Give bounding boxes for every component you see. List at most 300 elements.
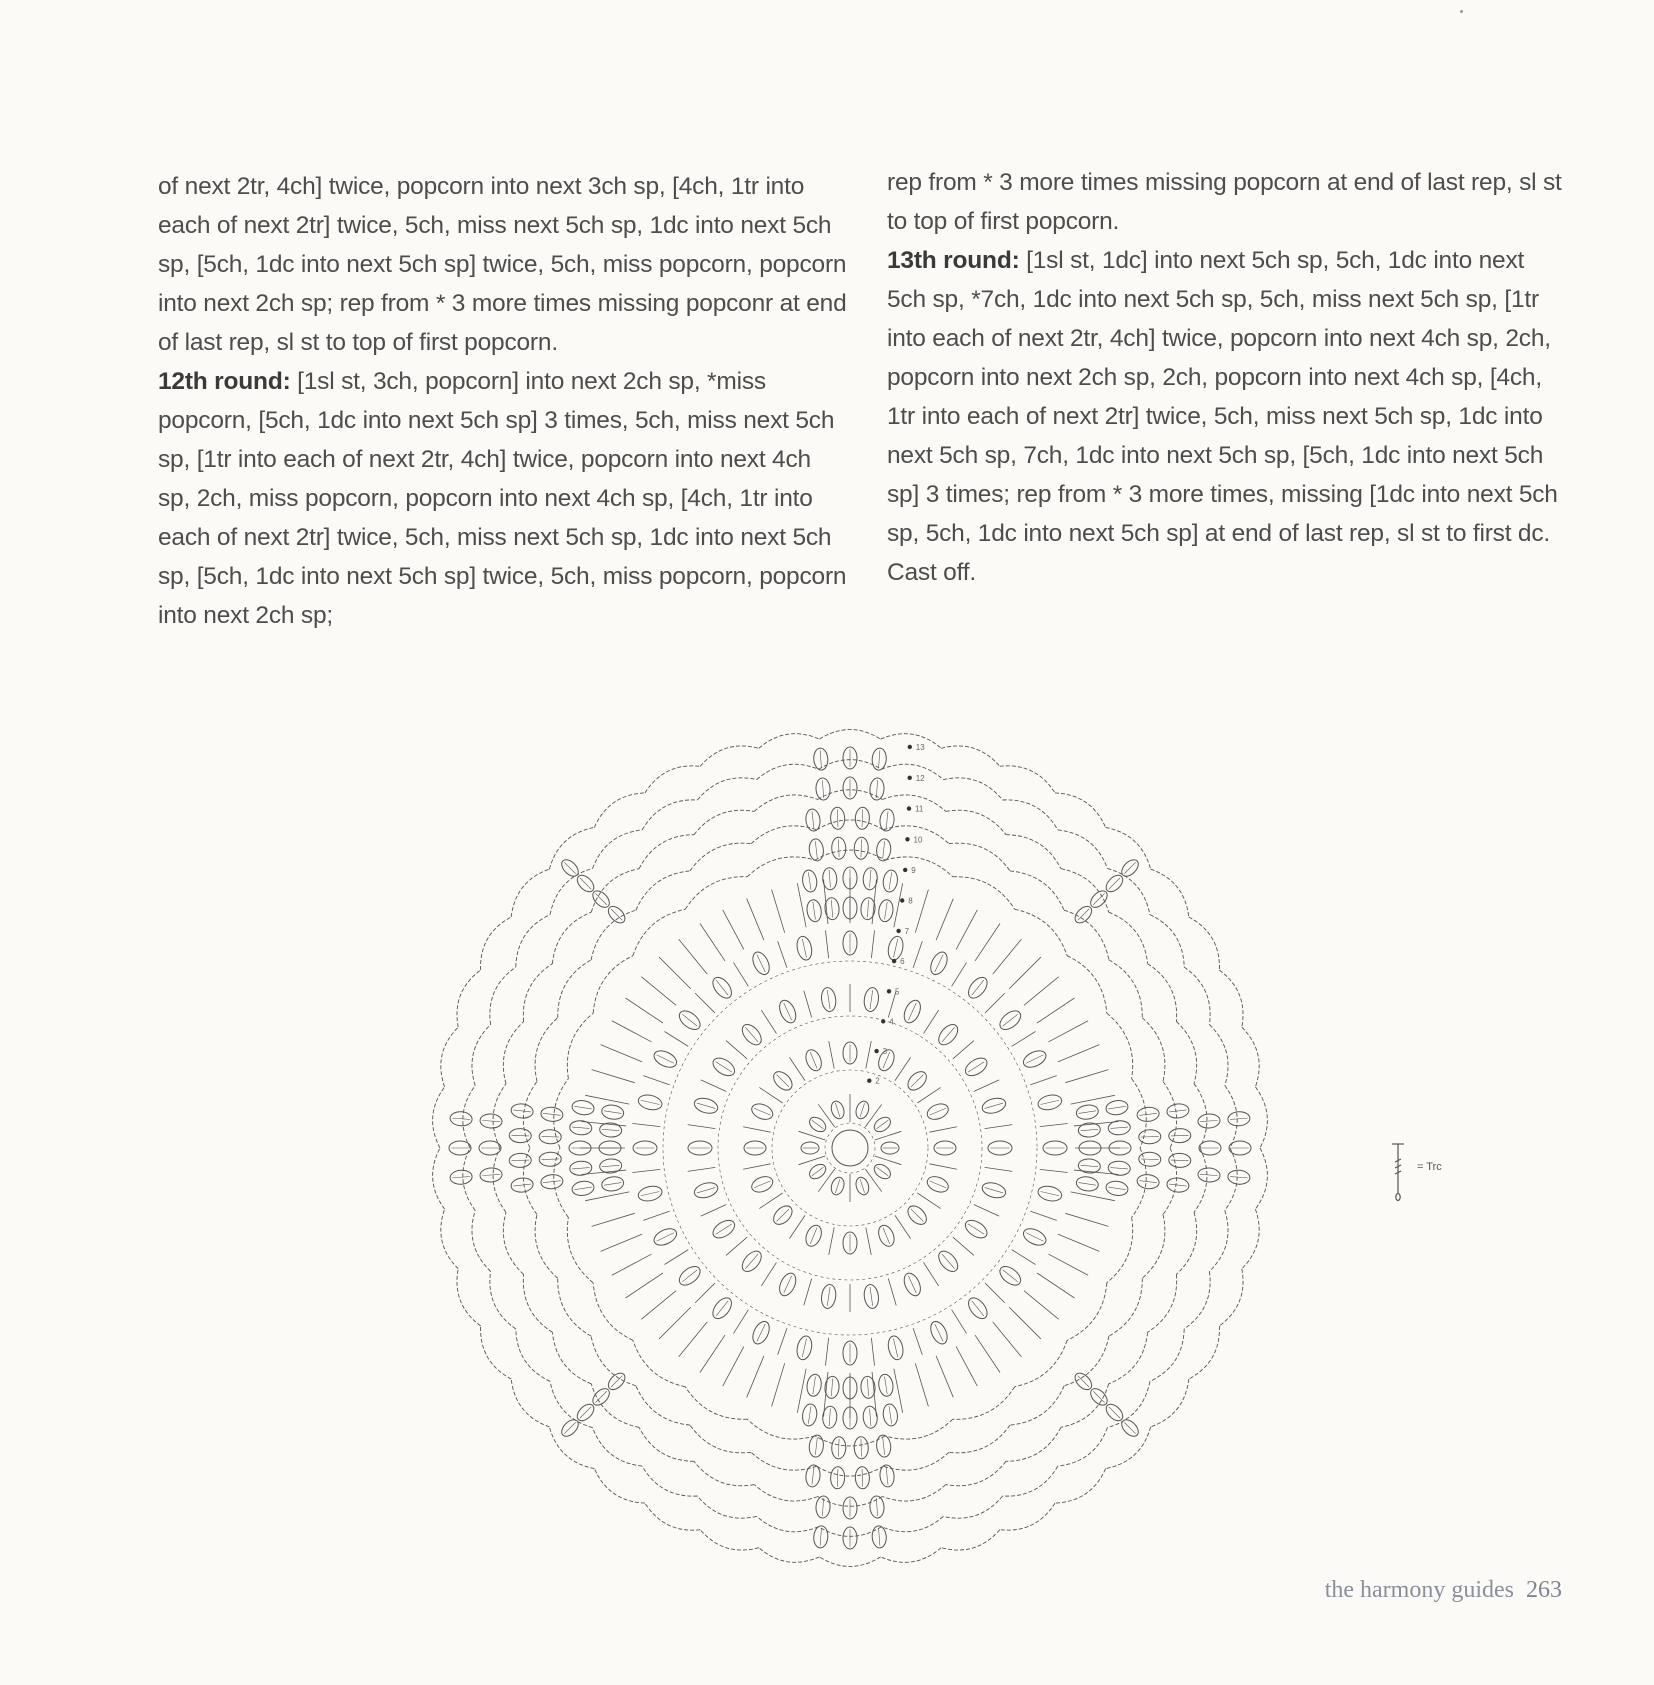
popcorn-stitch-line — [543, 1181, 560, 1183]
popcorn-stitch-line — [1169, 1184, 1186, 1186]
chain-arch — [757, 1516, 819, 1531]
popcorn-stitch-line — [876, 1498, 877, 1516]
popcorn-stitch-line — [716, 1062, 732, 1072]
chain-arch — [1255, 1087, 1267, 1148]
popcorn-stitch-line — [777, 1075, 789, 1087]
treble-stitch — [804, 1278, 812, 1305]
popcorn-stitch-line — [831, 1379, 832, 1397]
treble-stitch — [612, 1254, 652, 1275]
popcorn-stitch-line — [657, 1233, 674, 1241]
popcorn-stitch-line — [1079, 1111, 1096, 1114]
treble-stitch — [726, 1237, 747, 1255]
popcorn-stitch-line — [657, 1055, 674, 1063]
popcorn-stitch-line — [1139, 1181, 1156, 1183]
popcorn-stitch-line — [835, 1179, 839, 1193]
treble-stitch — [915, 1363, 928, 1406]
popcorn-stitch-line — [930, 1108, 946, 1115]
popcorn-stitch-line — [885, 902, 888, 919]
chain-arch — [1107, 1217, 1133, 1282]
popcorn-stitch-line — [867, 900, 868, 918]
treble-stitch — [743, 1164, 770, 1169]
treble-stitch — [778, 1328, 787, 1354]
treble-stitch — [1058, 1234, 1100, 1251]
popcorn-stitch-line — [574, 1187, 591, 1190]
treble-stitch — [789, 1057, 805, 1080]
paragraph-continued — [887, 163, 1567, 241]
treble-stitch — [626, 998, 663, 1023]
treble-stitch — [824, 1372, 828, 1417]
popcorn-stitch-line — [572, 1127, 590, 1128]
treble-stitch — [913, 1328, 922, 1354]
treble-stitch — [993, 939, 1022, 974]
treble-stitch — [641, 977, 676, 1006]
popcorn-stitch-line — [697, 1103, 715, 1108]
chain-arch — [690, 843, 751, 871]
popcorn-stitch-line — [820, 1528, 821, 1546]
popcorn-stitch-line — [511, 1160, 529, 1161]
chain-arch — [594, 1469, 645, 1504]
popcorn-stitch-line — [815, 841, 817, 858]
paragraph-text: of next 2tr, 4ch] twice, popcorn into next 3ch sp, [4ch, 1tr into each of next 2tr] twice, 5ch, miss next 5ch sp, 1dc into next 5ch sp, [5ch, 1dc into next 5ch sp] twice, 5ch, miss popcorn, popcorn into next 2ch sp; rep from * 3 more times missing popconr at end of last rep, sl st to top of first popcorn. — [158, 173, 847, 356]
chain-arch — [511, 1379, 549, 1427]
treble-stitch — [871, 930, 874, 958]
popcorn-stitch-line — [716, 1224, 732, 1234]
popcorn-stitch-line — [1026, 1055, 1043, 1063]
popcorn-stitch-line — [885, 1377, 888, 1394]
paragraph-text: [1sl st, 1dc] into next 5ch sp, 5ch, 1dc into next 5ch sp, *7ch, 1dc into next 5ch sp, 5ch, miss next 5ch sp, [1tr into each of next 2tr, 4ch] twice, popcorn into next 4ch sp, 2ch, popcorn into next 2ch sp, 2ch, popcorn into next 4ch sp, [4ch, 1tr into each of next 2tr] twice, 5ch, miss next 5ch sp, 1dc into next 5ch sp, 7ch, 1dc into next 5ch sp, [5ch, 1dc into next 5ch sp] 3 times; rep from * 3 more times, missing [1dc into next 5ch sp, 5ch, 1dc into next 5ch sp] at end of last rep, sl st to first dc. — [887, 247, 1558, 547]
treble-stitch — [985, 1125, 1013, 1129]
popcorn-stitch-line — [641, 1100, 660, 1104]
chain-arch — [1225, 1086, 1237, 1149]
popcorn-stitch-line — [513, 1110, 530, 1112]
treble-stitch — [1009, 957, 1041, 989]
treble-stitch — [700, 924, 725, 961]
chain-arch — [633, 1340, 685, 1386]
chain-arch — [503, 1022, 523, 1084]
chain-arch — [1055, 793, 1106, 828]
treble-stitch — [1071, 1095, 1115, 1104]
treble-stitch — [592, 1070, 635, 1083]
popcorn-stitch-line — [777, 1209, 789, 1221]
chain-arch — [759, 1548, 820, 1563]
round-number-label: 7 — [904, 926, 910, 936]
chain-arch — [591, 910, 636, 960]
popcorn-stitch-line — [968, 1224, 984, 1234]
chain-arch — [1189, 917, 1220, 970]
treble-stitch — [601, 1045, 643, 1062]
treble-stitch — [695, 993, 715, 1013]
popcorn-stitch-line — [935, 1324, 943, 1341]
chain-arch — [815, 1436, 885, 1446]
treble-stitch — [772, 1363, 785, 1406]
popcorn-stitch-line — [604, 1111, 621, 1114]
popcorn-stitch-line — [861, 839, 862, 857]
chain-arch — [1176, 1212, 1196, 1274]
chain-arch — [593, 1283, 633, 1341]
treble-stitch — [585, 1192, 629, 1201]
round-start-marker — [887, 989, 891, 993]
chain-arch — [1142, 1215, 1165, 1279]
round-start-marker — [907, 806, 911, 810]
popcorn-stitch-line — [968, 1062, 984, 1072]
popcorn-stitch-line — [883, 1228, 890, 1244]
paragraph-continued — [158, 167, 848, 362]
chain-arch — [690, 1425, 751, 1453]
treble-stitch — [1058, 1045, 1100, 1062]
chain-arch — [747, 1419, 815, 1439]
popcorn-stitch-line — [604, 1183, 621, 1186]
popcorn-stitch-line — [827, 990, 830, 1009]
popcorn-stitch-line — [877, 1120, 889, 1128]
popcorn-stitch-line — [1171, 1135, 1189, 1136]
paragraph-round-13 — [887, 241, 1567, 553]
chain-arch — [685, 877, 747, 910]
chain-arch — [463, 1086, 475, 1149]
treble-stitch — [643, 1076, 669, 1085]
chain-arch — [645, 766, 700, 793]
treble-stitch — [875, 1156, 902, 1165]
treble-stitch — [581, 1122, 626, 1126]
chain-arch — [636, 871, 690, 910]
popcorn-stitch-line — [860, 1103, 864, 1117]
chain-arch — [1219, 1269, 1243, 1326]
treble-stitch — [701, 1080, 726, 1092]
chain-arch — [1061, 1384, 1109, 1428]
chain-arch — [949, 843, 1010, 871]
round-heading: 12th round: — [158, 368, 291, 395]
chain-arch — [1219, 970, 1243, 1027]
treble-stitch — [888, 1278, 896, 1305]
chain-arch — [1184, 967, 1210, 1025]
chain-arch — [1148, 964, 1177, 1022]
chain-arch — [819, 730, 880, 740]
round-start-marker — [881, 1019, 885, 1023]
chain-arch — [1006, 1427, 1061, 1461]
treble-stitch — [747, 899, 764, 941]
chain-arch — [685, 1387, 747, 1420]
chain-arch — [757, 764, 819, 779]
chain-arch — [639, 835, 694, 869]
treble-stitch — [875, 1131, 902, 1140]
chain-arch — [1142, 1018, 1165, 1082]
chain-arch — [881, 764, 943, 779]
popcorn-stitch-line — [482, 1174, 500, 1175]
popcorn-stitch-line — [883, 1437, 885, 1454]
treble-stitch — [1030, 1076, 1056, 1085]
round-number-label: 8 — [908, 896, 913, 906]
popcorn-stitch-line — [813, 1377, 816, 1394]
chain-arch — [946, 1461, 1006, 1485]
chain-arch — [516, 915, 550, 968]
treble-stitch — [581, 1170, 626, 1174]
popcorn-stitch-line — [802, 1339, 806, 1358]
round-heading: 13th round: — [887, 247, 1020, 274]
treble-stitch — [818, 1104, 834, 1127]
treble-stitch — [700, 1335, 725, 1372]
popcorn-stitch-line — [829, 1408, 830, 1426]
popcorn-stitch-line — [861, 1439, 862, 1457]
chain-arch — [751, 1452, 817, 1470]
popcorn-stitch-line — [543, 1113, 560, 1115]
treble-stitch — [913, 941, 922, 967]
treble-stitch — [1040, 1169, 1068, 1172]
chain-arch — [591, 1384, 639, 1428]
round-number-label: 12 — [915, 773, 925, 783]
round-start-marker — [874, 1049, 878, 1053]
popcorn-stitch-line — [889, 872, 892, 889]
popcorn-stitch-line — [1200, 1120, 1218, 1121]
popcorn-stitch-line — [757, 955, 765, 972]
chain-arch — [754, 795, 818, 811]
popcorn-stitch-line — [1079, 1183, 1096, 1186]
popcorn-stitch-line — [812, 1120, 824, 1128]
popcorn-stitch-line — [482, 1120, 500, 1121]
treble-stitch — [895, 1215, 911, 1238]
treble-stitch — [974, 1080, 999, 1092]
treble-stitch — [733, 963, 748, 987]
chain-arch — [1006, 835, 1061, 869]
treble-stitch — [759, 1193, 782, 1209]
popcorn-stitch-line — [641, 1191, 660, 1195]
chain-arch — [535, 1018, 558, 1082]
treble-stitch — [1012, 1250, 1036, 1265]
paragraph-cast-off — [887, 553, 1567, 592]
popcorn-stitch-line — [822, 780, 823, 798]
chain-arch — [1107, 1013, 1133, 1078]
chain-arch — [700, 746, 759, 766]
chain-arch — [639, 1427, 694, 1461]
popcorn-stitch-line — [838, 1439, 839, 1457]
chain-arch — [881, 1516, 943, 1531]
treble-stitch — [1037, 1273, 1074, 1298]
treble-stitch — [993, 1322, 1022, 1357]
round-number-label: 2 — [875, 1076, 880, 1086]
chain-arch — [697, 778, 756, 800]
treble-stitch — [695, 1283, 715, 1303]
treble-stitch — [772, 890, 785, 933]
chain-arch — [1242, 1209, 1259, 1269]
chain-arch — [593, 956, 633, 1014]
popcorn-stitch-line — [908, 1003, 916, 1020]
popcorn-stitch-line — [831, 900, 832, 918]
chain-arch — [433, 1148, 445, 1209]
popcorn-stitch-line — [862, 809, 863, 827]
treble-stitch — [659, 1307, 691, 1339]
chain-arch — [472, 1025, 491, 1086]
chain-arch — [1000, 766, 1055, 793]
round-start-marker — [900, 898, 904, 902]
popcorn-stitch-line — [837, 1469, 838, 1487]
popcorn-stitch-line — [862, 1469, 863, 1487]
popcorn-stitch-line — [452, 1118, 470, 1119]
popcorn-stitch-line — [1108, 1187, 1125, 1190]
treble-stitch — [917, 1087, 940, 1103]
popcorn-stitch-line — [879, 750, 880, 768]
treble-stitch — [761, 1262, 776, 1286]
treble-stitch — [1024, 977, 1059, 1006]
round-start-marker — [896, 929, 900, 933]
popcorn-stitch-line — [802, 939, 806, 958]
popcorn-stitch-line — [1081, 1129, 1099, 1130]
chain-arch — [1010, 871, 1064, 910]
chain-arch — [1148, 1274, 1177, 1332]
chain-arch — [593, 830, 643, 869]
popcorn-stitch-line — [1230, 1177, 1248, 1178]
treble-stitch — [1065, 1213, 1108, 1226]
chain-arch — [1064, 910, 1109, 960]
popcorn-stitch-line — [870, 870, 871, 888]
treble-stitch — [871, 1338, 874, 1366]
popcorn-stitch-line — [835, 1103, 839, 1117]
treble-stitch — [915, 890, 928, 933]
chain-arch — [1109, 1278, 1142, 1336]
popcorn-stitch-line — [754, 1108, 770, 1115]
chain-arch — [881, 1548, 942, 1563]
paragraph-text: rep from * 3 more times missing popcorn at end of last rep, sl st to top of first popcorn. — [887, 169, 1562, 235]
chain-arch — [481, 1326, 512, 1379]
popcorn-stitch-line — [784, 1276, 792, 1293]
popcorn-stitch-line — [870, 990, 873, 1009]
chain-arch — [1176, 1022, 1196, 1084]
page-mark — [1460, 10, 1463, 13]
chain-arch — [883, 1452, 949, 1470]
popcorn-stitch-line — [877, 1167, 889, 1175]
treble-stitch — [924, 1010, 939, 1034]
chain-arch — [493, 1084, 506, 1148]
chain-arch — [1150, 1329, 1184, 1382]
chain-arch — [490, 1271, 516, 1329]
chain-arch — [552, 1332, 591, 1384]
treble-stitch — [985, 1167, 1013, 1171]
treble-stitch — [632, 1123, 660, 1126]
popcorn-stitch-line — [813, 902, 816, 919]
chain-arch — [1064, 1336, 1109, 1386]
popcorn-stitch-line — [812, 1467, 814, 1484]
page-number: 263 — [1526, 1577, 1562, 1603]
popcorn-stitch-line — [1171, 1160, 1189, 1161]
round-number-label: 9 — [911, 865, 916, 875]
treble-stitch — [829, 1041, 834, 1068]
popcorn-stitch-line — [1200, 1174, 1218, 1175]
chain-arch — [1242, 1027, 1259, 1087]
chain-arch — [941, 1530, 1000, 1550]
popcorn-stitch-line — [879, 1528, 880, 1546]
treble-stitch — [778, 941, 787, 967]
chain-arch — [523, 1274, 552, 1332]
treble-stitch — [936, 899, 953, 941]
round-start-marker — [908, 745, 912, 749]
treble-stitch — [789, 1215, 805, 1238]
chain-arch — [633, 909, 685, 955]
chain-arch — [645, 1503, 700, 1530]
popcorn-stitch-line — [829, 870, 830, 888]
chain-arch — [1150, 915, 1184, 968]
chain-arch — [591, 869, 639, 913]
treble-stitch — [799, 1131, 826, 1140]
treble-stitch — [956, 1346, 977, 1386]
chain-arch — [1225, 1148, 1237, 1211]
treble-stitch — [1048, 1021, 1088, 1042]
popcorn-stitch-line — [908, 1276, 916, 1293]
treble-stitch — [1037, 998, 1074, 1023]
popcorn-stitch-line — [886, 1467, 888, 1484]
page-footer — [1325, 1577, 1562, 1604]
chain-arch — [552, 912, 591, 964]
treble-stitch — [1065, 1070, 1108, 1083]
key-label: = Trc — [1417, 1161, 1442, 1173]
chain-arch — [472, 1211, 491, 1272]
chain-arch — [441, 1209, 458, 1269]
round-start-marker — [908, 776, 912, 780]
treble-stitch — [797, 1369, 806, 1413]
popcorn-stitch-line — [822, 1498, 823, 1516]
popcorn-stitch-line — [810, 1052, 817, 1068]
popcorn-stitch-line — [511, 1135, 529, 1136]
popcorn-stitch-line — [808, 872, 811, 889]
chain-arch — [1151, 1379, 1189, 1427]
round-number-label: 11 — [915, 804, 924, 814]
treble-stitch — [723, 910, 744, 950]
treble-stitch — [866, 1227, 871, 1254]
chain-ring — [663, 961, 1037, 1335]
chain-ring — [772, 1070, 928, 1226]
popcorn-stitch-line — [876, 780, 877, 798]
treble-stitch — [974, 1204, 999, 1216]
chain-arch — [943, 1496, 1002, 1518]
chain-arch — [882, 1485, 946, 1501]
center-ring — [832, 1130, 868, 1166]
treble-stitch — [679, 1322, 708, 1357]
popcorn-stitch-line — [930, 1181, 946, 1188]
chain-arch — [493, 1148, 506, 1212]
popcorn-stitch-line — [889, 1406, 892, 1423]
treble-stitch — [799, 1156, 826, 1165]
treble-stitch — [1012, 1031, 1036, 1046]
chain-arch — [636, 1386, 690, 1425]
chain-arch — [558, 960, 591, 1018]
chain-arch — [549, 827, 594, 869]
crochet-chart-svg — [420, 718, 1280, 1578]
treble-stitch — [1040, 1123, 1068, 1126]
round-number-label: 13 — [915, 742, 925, 752]
round-number-label: 6 — [900, 957, 905, 967]
treble-stitch — [601, 1234, 643, 1251]
popcorn-stitch-line — [820, 750, 821, 768]
treble-stitch — [952, 963, 967, 987]
chain-arch — [941, 746, 1000, 766]
popcorn-stitch-line — [784, 1003, 792, 1020]
chain-arch — [759, 734, 820, 749]
round-start-marker — [867, 1079, 871, 1083]
popcorn-stitch-line — [513, 1184, 530, 1186]
treble-stitch — [985, 993, 1005, 1013]
chain-arch — [642, 800, 697, 830]
treble-stitch — [665, 1031, 689, 1046]
popcorn-stitch-line — [697, 1188, 715, 1193]
treble-stitch — [953, 1237, 974, 1255]
treble-stitch — [872, 879, 876, 924]
popcorn-stitch-line — [812, 811, 814, 828]
chain-arch — [1015, 1340, 1067, 1386]
chain-arch — [817, 1466, 884, 1476]
popcorn-stitch-line — [1230, 1118, 1248, 1119]
popcorn-stitch-line — [985, 1188, 1003, 1193]
chain-arch — [885, 1419, 953, 1439]
treble-stitch — [952, 1310, 967, 1334]
chain-arch — [481, 917, 512, 970]
treble-stitch — [929, 1127, 956, 1132]
treble-stitch — [1009, 1307, 1041, 1339]
